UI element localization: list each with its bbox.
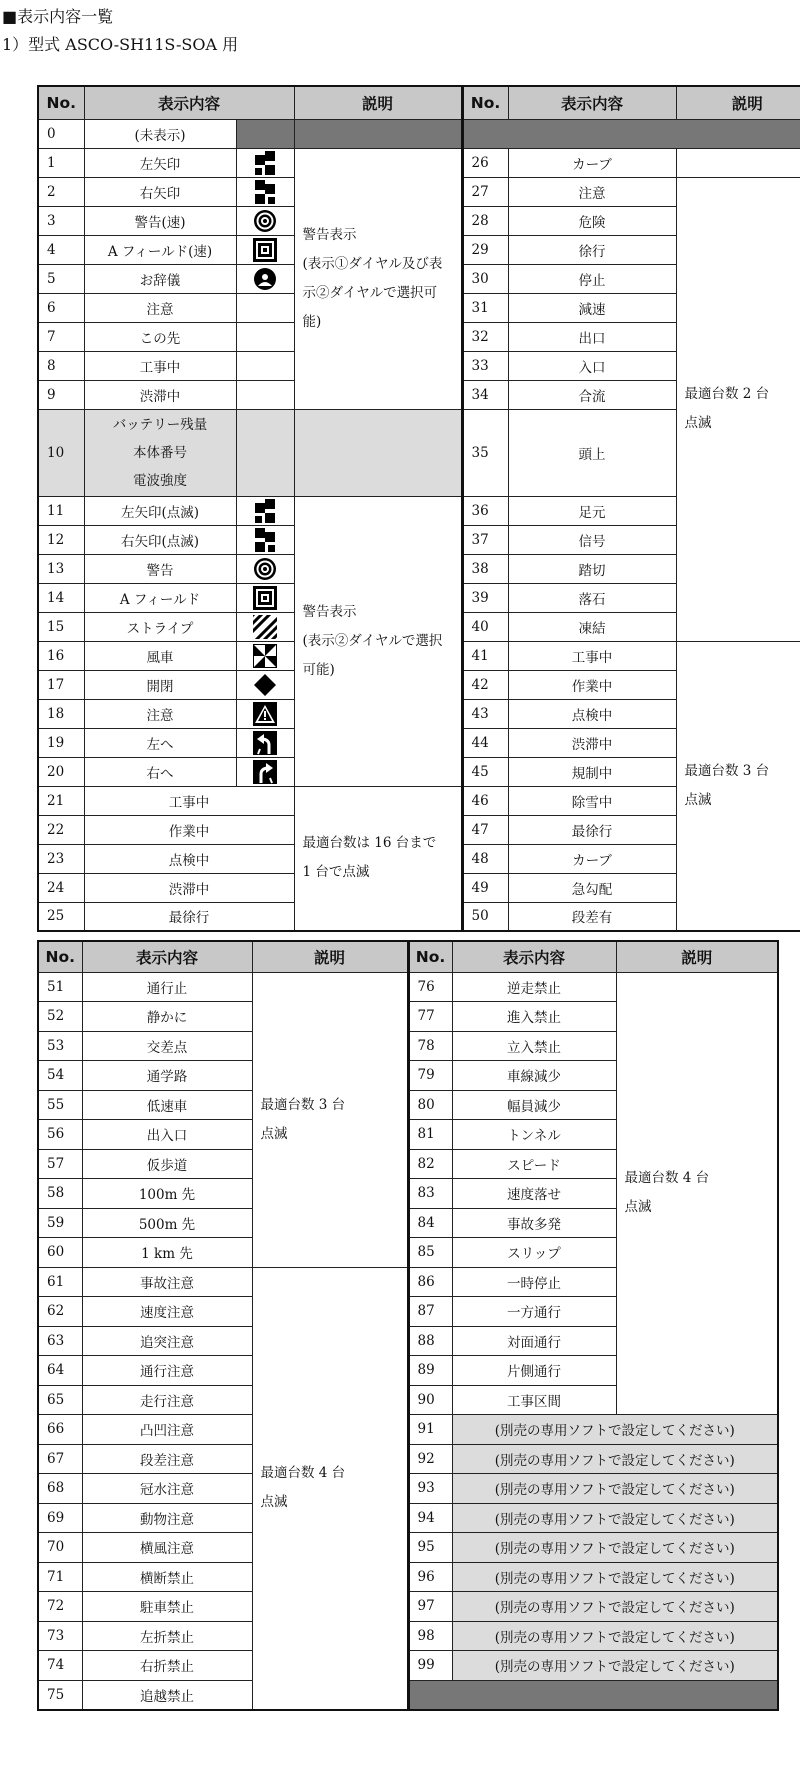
concentric-circle-icon (253, 209, 277, 233)
concentric-square-icon (253, 238, 277, 262)
row-label: 横風注意 (82, 1533, 252, 1563)
header-content: 表示内容 (508, 86, 676, 119)
row-number: 59 (38, 1208, 82, 1238)
row-number: 4 (38, 235, 84, 264)
right-arrow-icon (253, 180, 277, 204)
description-line: 警告表示 (302, 603, 357, 620)
row-number: 83 (408, 1179, 452, 1209)
row-label: 逆走禁止 (452, 972, 616, 1002)
row-label: 出口 (508, 322, 676, 351)
row-label: (別売の専用ソフトで設定してください) (452, 1503, 778, 1533)
header-desc: 説明 (294, 86, 462, 119)
description-line: 警告表示 (302, 226, 357, 243)
row-label: 警告(速) (84, 206, 236, 235)
icon-cell (236, 351, 294, 380)
row-number: 8 (38, 351, 84, 380)
description-cell (294, 148, 462, 409)
row-label: 事故多発 (452, 1208, 616, 1238)
row-label: スピード (452, 1149, 616, 1179)
row-number: 12 (38, 525, 84, 554)
row-label: 低速車 (82, 1090, 252, 1120)
bow-icon (253, 267, 277, 291)
caution-triangle-icon (253, 702, 277, 726)
row-label: 注意 (84, 293, 236, 322)
row-number: 70 (38, 1533, 82, 1563)
description-cell (676, 641, 800, 931)
row-number: 40 (462, 612, 508, 641)
row-number: 71 (38, 1562, 82, 1592)
row-number: 61 (38, 1267, 82, 1297)
row-number: 34 (462, 380, 508, 409)
row-label: 左矢印(点滅) (84, 496, 236, 525)
row-number: 69 (38, 1503, 82, 1533)
row-number: 52 (38, 1002, 82, 1032)
row-number: 63 (38, 1326, 82, 1356)
row-number: 46 (462, 786, 508, 815)
row-label (84, 409, 236, 496)
row-label: 最徐行 (84, 902, 294, 931)
row-label: (別売の専用ソフトで設定してください) (452, 1651, 778, 1681)
row-number: 6 (38, 293, 84, 322)
row-number: 85 (408, 1238, 452, 1268)
description-line: 最適台数 3 台 (260, 1096, 346, 1113)
row-number: 5 (38, 264, 84, 293)
row-number: 96 (408, 1562, 452, 1592)
row-number: 25 (38, 902, 84, 931)
description-line: 最適台数 4 台 (260, 1465, 346, 1481)
row-label: 段差有 (508, 902, 676, 931)
row-number: 94 (408, 1503, 452, 1533)
row-number: 24 (38, 873, 84, 902)
row-label: 冠水注意 (82, 1474, 252, 1504)
row-number: 99 (408, 1651, 452, 1681)
concentric-circle-icon (253, 557, 277, 581)
row-label: 渋滞中 (84, 380, 236, 409)
row-number: 76 (408, 972, 452, 1002)
row-number: 1 (38, 148, 84, 177)
row-number: 15 (38, 612, 84, 641)
row-number: 10 (38, 409, 84, 496)
row-label: 仮歩道 (82, 1149, 252, 1179)
icon-cell (236, 699, 294, 728)
row-number: 26 (462, 148, 508, 177)
row-label: 風車 (84, 641, 236, 670)
row-label: 一時停止 (452, 1267, 616, 1297)
icon-cell (236, 612, 294, 641)
row-number: 31 (462, 293, 508, 322)
row-label: 入口 (508, 351, 676, 380)
row-number: 67 (38, 1444, 82, 1474)
row-number: 43 (462, 699, 508, 728)
row-label: 注意 (508, 177, 676, 206)
row-label: 工事中 (84, 786, 294, 815)
row-number: 51 (38, 972, 82, 1002)
row-label: A フィールド (84, 583, 236, 612)
row-label: 速度落せ (452, 1179, 616, 1209)
header-no: No. (408, 941, 452, 972)
icon-cell (236, 757, 294, 786)
row-number: 64 (38, 1356, 82, 1386)
icon-cell (236, 380, 294, 409)
row-number: 36 (462, 496, 508, 525)
row-number: 44 (462, 728, 508, 757)
row-number: 2 (38, 177, 84, 206)
icon-cell (236, 148, 294, 177)
row-label: 規制中 (508, 757, 676, 786)
curve-right-icon (253, 760, 277, 784)
row-number: 75 (38, 1680, 82, 1710)
row-label: 右折禁止 (82, 1651, 252, 1681)
description-cell (294, 786, 462, 931)
description-cell (252, 1267, 408, 1710)
row-label: 踏切 (508, 554, 676, 583)
row-number: 38 (462, 554, 508, 583)
row-number: 66 (38, 1415, 82, 1445)
description-cell (676, 177, 800, 641)
row-label: 注意 (84, 699, 236, 728)
row-number: 81 (408, 1120, 452, 1150)
row-label-line: 本体番号 (133, 444, 187, 461)
stripe-icon (253, 615, 277, 639)
row-label: (別売の専用ソフトで設定してください) (452, 1415, 778, 1445)
row-number: 30 (462, 264, 508, 293)
row-label: 急勾配 (508, 873, 676, 902)
icon-cell (236, 293, 294, 322)
row-label: 出入口 (82, 1120, 252, 1150)
row-number: 37 (462, 525, 508, 554)
row-label: 足元 (508, 496, 676, 525)
header-no: No. (462, 86, 508, 119)
row-number: 86 (408, 1267, 452, 1297)
windmill-icon (253, 644, 277, 668)
model-heading: 1）型式 ASCO-SH11S-SOA 用 (2, 35, 239, 54)
row-label: 除雪中 (508, 786, 676, 815)
row-label: 合流 (508, 380, 676, 409)
row-number: 87 (408, 1297, 452, 1327)
row-number: 11 (38, 496, 84, 525)
icon-cell (236, 525, 294, 554)
row-label: 左矢印 (84, 148, 236, 177)
row-label: 減速 (508, 293, 676, 322)
row-number: 21 (38, 786, 84, 815)
description-cell (616, 972, 778, 1415)
description-line: (表示②ダイヤルで選択可能) (302, 632, 443, 678)
curve-left-icon (253, 731, 277, 755)
row-number: 55 (38, 1090, 82, 1120)
row-number: 58 (38, 1179, 82, 1209)
row-label: この先 (84, 322, 236, 351)
row-number: 39 (462, 583, 508, 612)
description-line: 点滅 (260, 1125, 288, 1142)
left-arrow-icon (253, 499, 277, 523)
row-label: 危険 (508, 206, 676, 235)
row-number: 41 (462, 641, 508, 670)
row-label: 徐行 (508, 235, 676, 264)
row-label: 500m 先 (82, 1208, 252, 1238)
icon-cell (236, 583, 294, 612)
row-label: 交差点 (82, 1031, 252, 1061)
row-number: 77 (408, 1002, 452, 1032)
row-number: 7 (38, 322, 84, 351)
row-label: 走行注意 (82, 1385, 252, 1415)
description-line: 点滅 (684, 791, 712, 808)
icon-cell (236, 641, 294, 670)
row-label: (別売の専用ソフトで設定してください) (452, 1533, 778, 1563)
description-line: 最適台数 3 台 (684, 762, 770, 779)
row-number: 17 (38, 670, 84, 699)
row-label: 事故注意 (82, 1267, 252, 1297)
row-number: 60 (38, 1238, 82, 1268)
empty-band (236, 119, 294, 148)
header-desc: 説明 (252, 941, 408, 972)
description-line: (表示①ダイヤル及び表示②ダイヤルで選択可能) (302, 255, 443, 330)
row-number: 22 (38, 815, 84, 844)
row-number: 9 (38, 380, 84, 409)
row-label: 左折禁止 (82, 1621, 252, 1651)
icon-cell (236, 670, 294, 699)
icon-cell (236, 409, 294, 496)
row-label: 速度注意 (82, 1297, 252, 1327)
icon-cell (236, 496, 294, 525)
row-label: 開閉 (84, 670, 236, 699)
concentric-square-icon (253, 586, 277, 610)
row-label: 幅員減少 (452, 1090, 616, 1120)
row-number: 20 (38, 757, 84, 786)
row-label: 車線減少 (452, 1061, 616, 1091)
row-number: 65 (38, 1385, 82, 1415)
icon-cell (236, 235, 294, 264)
row-label: 通行止 (82, 972, 252, 1002)
row-number: 73 (38, 1621, 82, 1651)
row-number: 33 (462, 351, 508, 380)
row-label: カーブ (508, 844, 676, 873)
row-label: 右へ (84, 757, 236, 786)
row-number: 28 (462, 206, 508, 235)
row-number: 0 (38, 119, 84, 148)
row-number: 47 (462, 815, 508, 844)
row-label: スリップ (452, 1238, 616, 1268)
display-table-2 (37, 940, 779, 1711)
row-number: 90 (408, 1385, 452, 1415)
row-label: 右矢印(点滅) (84, 525, 236, 554)
empty-band (294, 119, 462, 148)
row-label: ストライプ (84, 612, 236, 641)
section-heading: ■表示内容一覧 (2, 7, 114, 26)
right-arrow-icon (253, 528, 277, 552)
icon-cell (236, 206, 294, 235)
header-content: 表示内容 (84, 86, 294, 119)
row-label: 一方通行 (452, 1297, 616, 1327)
row-number: 74 (38, 1651, 82, 1681)
row-number: 45 (462, 757, 508, 786)
description-line: 1 台で点滅 (302, 864, 370, 881)
row-label: 左へ (84, 728, 236, 757)
row-number: 48 (462, 844, 508, 873)
row-label: 工事中 (84, 351, 236, 380)
row-number: 23 (38, 844, 84, 873)
row-label: 警告 (84, 554, 236, 583)
icon-cell (236, 322, 294, 351)
row-label: 凍結 (508, 612, 676, 641)
row-number: 62 (38, 1297, 82, 1327)
row-number: 92 (408, 1444, 452, 1474)
row-number: 88 (408, 1326, 452, 1356)
header-content: 表示内容 (452, 941, 616, 972)
row-number: 89 (408, 1356, 452, 1386)
row-label: 工事中 (508, 641, 676, 670)
row-number: 98 (408, 1621, 452, 1651)
row-number: 50 (462, 902, 508, 931)
row-number: 35 (462, 409, 508, 496)
row-label: 静かに (82, 1002, 252, 1032)
description-line: 最適台数 4 台 (624, 1170, 710, 1187)
row-label: 点検中 (508, 699, 676, 728)
row-number: 68 (38, 1474, 82, 1504)
row-label: お辞儀 (84, 264, 236, 293)
row-label: 凸凹注意 (82, 1415, 252, 1445)
row-number: 72 (38, 1592, 82, 1622)
description-line: 最適台数 2 台 (684, 386, 770, 402)
row-number: 91 (408, 1415, 452, 1445)
row-number: 82 (408, 1149, 452, 1179)
header-desc: 説明 (616, 941, 778, 972)
diamond-icon (253, 673, 277, 697)
display-table-1 (37, 85, 800, 932)
row-label: 追越禁止 (82, 1680, 252, 1710)
description-cell (252, 972, 408, 1267)
row-label: (別売の専用ソフトで設定してください) (452, 1474, 778, 1504)
row-label: トンネル (452, 1120, 616, 1150)
description-cell (294, 496, 462, 786)
icon-cell (236, 177, 294, 206)
header-content: 表示内容 (82, 941, 252, 972)
row-label: 通学路 (82, 1061, 252, 1091)
row-label: 落石 (508, 583, 676, 612)
row-label: 駐車禁止 (82, 1592, 252, 1622)
row-label: 作業中 (508, 670, 676, 699)
row-label: (別売の専用ソフトで設定してください) (452, 1621, 778, 1651)
header-no: No. (38, 86, 84, 119)
row-number: 32 (462, 322, 508, 351)
row-label: 段差注意 (82, 1444, 252, 1474)
description-line: 最適台数は 16 台まで (302, 835, 437, 852)
row-number: 13 (38, 554, 84, 583)
row-label: (別売の専用ソフトで設定してください) (452, 1444, 778, 1474)
icon-cell (236, 728, 294, 757)
row-label: 進入禁止 (452, 1002, 616, 1032)
description-cell (676, 148, 800, 177)
row-label: (未表示) (84, 119, 236, 148)
row-label: 信号 (508, 525, 676, 554)
row-label: 片側通行 (452, 1356, 616, 1386)
row-label: 最徐行 (508, 815, 676, 844)
icon-cell (236, 264, 294, 293)
row-label: 追突注意 (82, 1326, 252, 1356)
row-label: A フィールド(速) (84, 235, 236, 264)
row-label: 点検中 (84, 844, 294, 873)
row-number: 14 (38, 583, 84, 612)
description-line: 点滅 (260, 1494, 288, 1510)
row-label: 工事区間 (452, 1385, 616, 1415)
row-number: 53 (38, 1031, 82, 1061)
row-label: 渋滞中 (84, 873, 294, 902)
row-number: 3 (38, 206, 84, 235)
row-label: 渋滞中 (508, 728, 676, 757)
row-label: 通行注意 (82, 1356, 252, 1386)
row-number: 18 (38, 699, 84, 728)
row-number: 56 (38, 1120, 82, 1150)
row-label: カーブ (508, 148, 676, 177)
row-label: (別売の専用ソフトで設定してください) (452, 1592, 778, 1622)
row-label: (別売の専用ソフトで設定してください) (452, 1562, 778, 1592)
icon-cell (236, 554, 294, 583)
empty-band (462, 119, 800, 148)
left-arrow-icon (253, 151, 277, 175)
empty-band (408, 1680, 778, 1710)
row-label: 停止 (508, 264, 676, 293)
row-number: 54 (38, 1061, 82, 1091)
description-cell (294, 409, 462, 496)
row-label: 作業中 (84, 815, 294, 844)
row-label: 対面通行 (452, 1326, 616, 1356)
row-label: 1 km 先 (82, 1238, 252, 1268)
row-number: 78 (408, 1031, 452, 1061)
row-number: 93 (408, 1474, 452, 1504)
row-label-line: バッテリー残量 (112, 416, 208, 433)
row-number: 16 (38, 641, 84, 670)
row-label: 動物注意 (82, 1503, 252, 1533)
row-number: 84 (408, 1208, 452, 1238)
description-line: 点滅 (624, 1199, 652, 1216)
row-number: 19 (38, 728, 84, 757)
row-number: 95 (408, 1533, 452, 1563)
row-number: 57 (38, 1149, 82, 1179)
row-label: 100m 先 (82, 1179, 252, 1209)
row-label: 立入禁止 (452, 1031, 616, 1061)
header-no: No. (38, 941, 82, 972)
row-label: 右矢印 (84, 177, 236, 206)
header-desc: 説明 (676, 86, 800, 119)
row-label-line: 電波強度 (133, 472, 187, 489)
row-number: 29 (462, 235, 508, 264)
row-number: 42 (462, 670, 508, 699)
row-label: 横断禁止 (82, 1562, 252, 1592)
description-line: 点滅 (684, 415, 712, 431)
row-label: 頭上 (508, 409, 676, 496)
row-number: 49 (462, 873, 508, 902)
row-number: 79 (408, 1061, 452, 1091)
row-number: 97 (408, 1592, 452, 1622)
row-number: 80 (408, 1090, 452, 1120)
row-number: 27 (462, 177, 508, 206)
